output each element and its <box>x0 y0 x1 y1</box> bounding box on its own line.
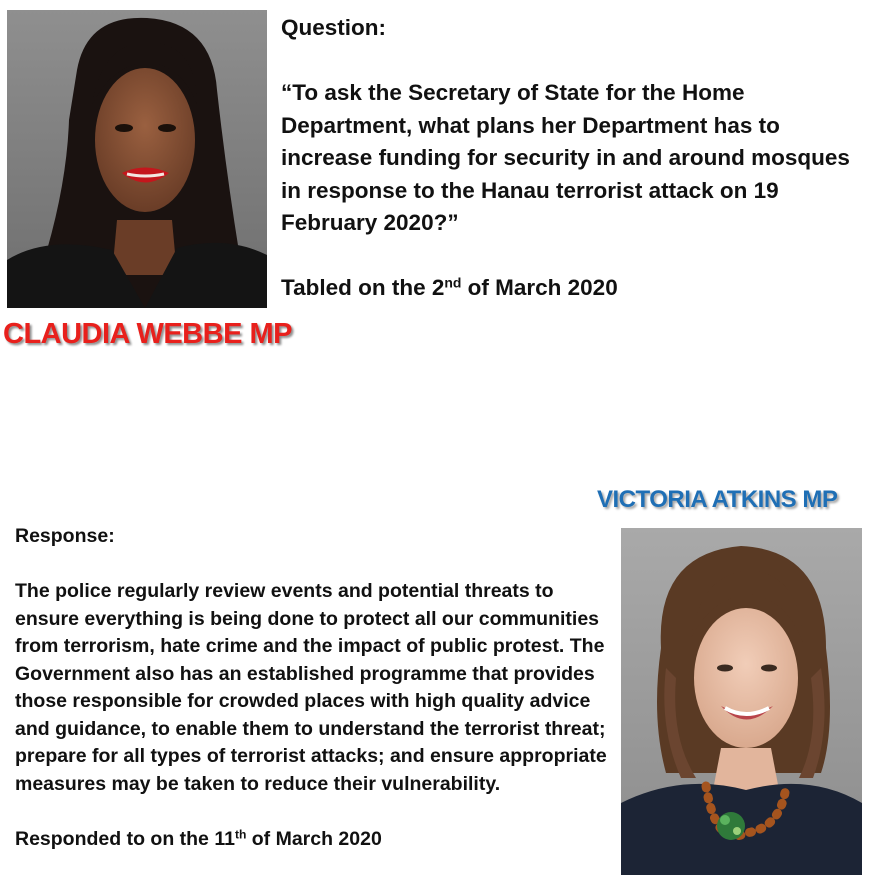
tabled-date-ordinal: nd <box>444 274 462 291</box>
response-heading: Response: <box>15 525 115 547</box>
tabled-date-rest: of March 2020 <box>461 275 618 300</box>
responder-name: VICTORIA ATKINS MP <box>597 486 838 513</box>
tabled-date <box>281 272 875 305</box>
asker-name: CLAUDIA WEBBE MP <box>3 318 292 350</box>
response-block <box>15 523 615 853</box>
question-heading: Question: <box>281 15 386 40</box>
question-text: “To ask the Secretary of State for the Home Department, what plans her Department has to increase funding for security in and around mosques in response to the Hanau terrorist attack on 19 February 2020?” <box>281 80 850 235</box>
portrait-claudia-webbe <box>7 10 267 308</box>
tabled-date-prefix: Tabled on the 2 <box>281 275 445 300</box>
portrait-victoria-atkins <box>621 528 862 875</box>
question-block <box>281 12 875 305</box>
responded-date-rest: of March 2020 <box>246 827 382 850</box>
responded-date-prefix: Responded to on the 11 <box>15 827 235 850</box>
responded-date <box>15 826 615 854</box>
responded-date-ordinal: th <box>234 826 247 841</box>
response-text: The police regularly review events and potential threats to ensure everything is being done to protect all our communities from terrorism, hate crime and the impact of public protest. The Government also has an established programme that provides those responsible for crowded places with high quality advice and guidance, to enable them to understand the terrorist threat; prepare for all types of terrorist attacks; and ensure appropriate measures may be taken to reduce their vulnerability. <box>15 580 607 795</box>
